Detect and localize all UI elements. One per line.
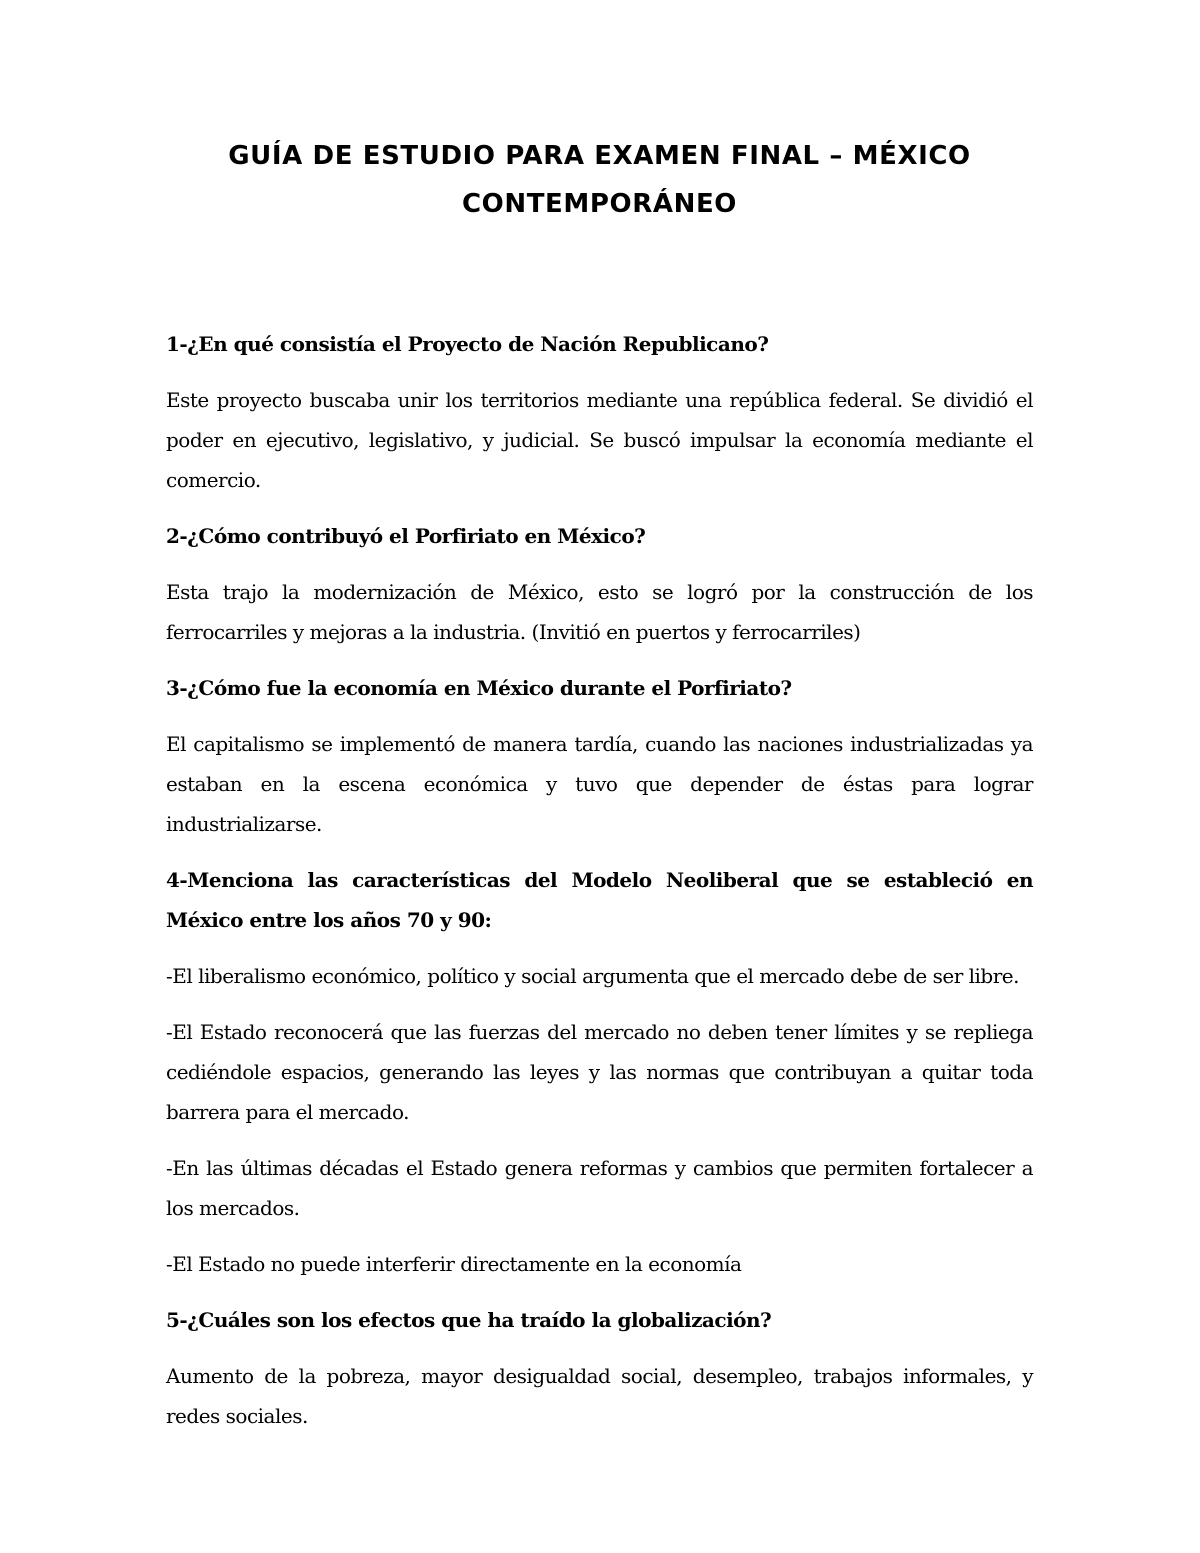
answer-4-item-4: -El Estado no puede interferir directamente en la economía bbox=[166, 1252, 742, 1276]
answer-4-item-1: -El liberalismo económico, político y social argumenta que el mercado debe de ser libre. bbox=[166, 964, 1019, 988]
answer-3: El capitalismo se implementó de manera tardía, cuando las naciones industrializadas ya estaban en la escena económica y tuvo que depender de éstas para lograr industrializarse. bbox=[166, 732, 1033, 836]
answer-5: Aumento de la pobreza, mayor desigualdad social, desempleo, trabajos informales, y redes sociales. bbox=[166, 1364, 1033, 1428]
question-2: 2-¿Cómo contribuyó el Porfiriato en México? bbox=[166, 524, 646, 548]
question-3: 3-¿Cómo fue la economía en México durante el Porfiriato? bbox=[166, 676, 792, 700]
question-4: 4-Menciona las características del Modelo Neoliberal que se estableció en México entre los años 70 y 90: bbox=[166, 868, 1033, 932]
answer-4-item-2: -El Estado reconocerá que las fuerzas del mercado no deben tener límites y se repliega cediéndole espacios, generando las leyes y las normas que contribuyan a quitar toda barrera para el mercado. bbox=[166, 1020, 1033, 1124]
document-title: GUÍA DE ESTUDIO PARA EXAMEN FINAL – MÉXICO CONTEMPORÁNEO bbox=[228, 141, 971, 219]
answer-4-item-3: -En las últimas décadas el Estado genera reformas y cambios que permiten fortalecer a los mercados. bbox=[166, 1156, 1033, 1220]
question-1: 1-¿En qué consistía el Proyecto de Nación Republicano? bbox=[166, 332, 769, 356]
answer-2: Esta trajo la modernización de México, esto se logró por la construcción de los ferrocarriles y mejoras a la industria. (Invitió en puertos y ferrocarriles) bbox=[166, 580, 1033, 644]
question-5: 5-¿Cuáles son los efectos que ha traído la globalización? bbox=[166, 1308, 772, 1332]
answer-1: Este proyecto buscaba unir los territorios mediante una república federal. Se dividió el poder en ejecutivo, legislativo, y judicial. Se buscó impulsar la economía mediante el comercio. bbox=[166, 388, 1033, 492]
document-body bbox=[166, 132, 1033, 1452]
